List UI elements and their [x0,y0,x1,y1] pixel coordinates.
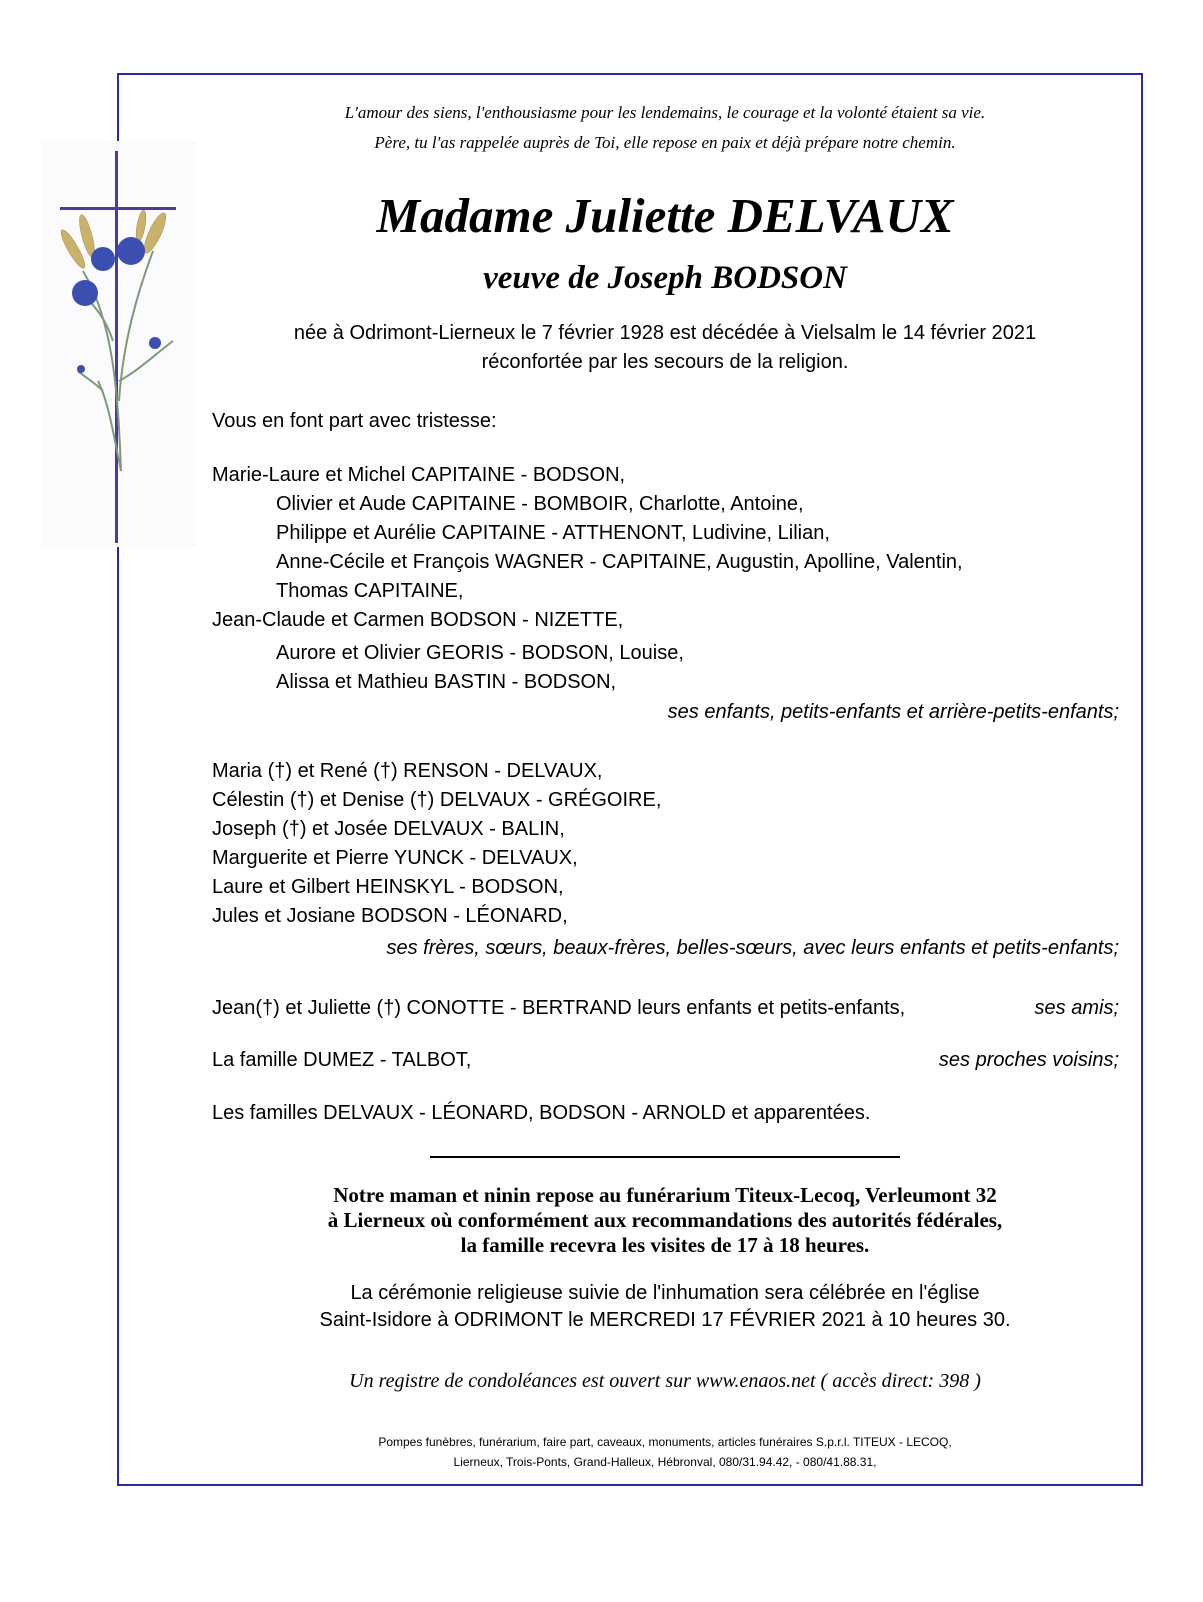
family-line: Laure et Gilbert HEINSKYL - BODSON, [212,876,564,898]
condolence-register: Un registre de condoléances est ouvert sur www.enaos.net ( accès direct: 398 ) [349,1370,981,1392]
footer-line-1: Pompes funèbres, funérarium, faire part, caveaux, monuments, articles funéraires S.p.r.l. TITEUX - LECOQ, [378,1435,952,1449]
friends-role: ses amis; [1034,997,1119,1019]
comfort-line: réconfortée par les secours de la religion. [481,351,849,373]
family-line: Jean-Claude et Carmen BODSON - NIZETTE, [212,609,624,631]
families-line: Les familles DELVAUX - LÉONARD, BODSON - ARNOLD et apparentées. [212,1102,871,1124]
family-line: Maria (†) et René (†) RENSON - DELVAUX, [212,760,603,782]
widow-of: veuve de Joseph BODSON [483,260,847,296]
deceased-name: Madame Juliette DELVAUX [376,188,954,243]
friends-line: Jean(†) et Juliette (†) CONOTTE - BERTRAND leurs enfants et petits-enfants, [212,997,906,1019]
family-line: Jules et Josiane BODSON - LÉONARD, [212,905,568,927]
children-role: ses enfants, petits-enfants et arrière-petits-enfants; [667,701,1119,723]
family-line: Marie-Laure et Michel CAPITAINE - BODSON, [212,464,626,486]
visitation-line: la famille recevra les visites de 17 à 18 heures. [460,1233,870,1257]
family-line: Joseph (†) et Josée DELVAUX - BALIN, [212,818,565,840]
visitation-line: Notre maman et ninin repose au funérarium Titeux-Lecoq, Verleumont 32 [333,1183,997,1207]
epitaph-line-1: L'amour des siens, l'enthousiasme pour les lendemains, le courage et la volonté étaient sa vie. [344,103,986,122]
family-line: Philippe et Aurélie CAPITAINE - ATTHENONT, Ludivine, Lilian, [276,522,830,544]
family-line: Olivier et Aude CAPITAINE - BOMBOIR, Charlotte, Antoine, [276,493,804,515]
birth-death-line: née à Odrimont-Lierneux le 7 février 1928 est décédée à Vielsalm le 14 février 2021 [293,322,1037,344]
divider [430,1156,900,1158]
neighbours-role: ses proches voisins; [938,1049,1119,1071]
neighbours-line: La famille DUMEZ - TALBOT, [212,1049,472,1071]
intro-text: Vous en font part avec tristesse: [212,410,497,432]
siblings-role: ses frères, sœurs, beaux-frères, belles-sœurs, avec leurs enfants et petits-enfants; [386,937,1119,959]
visitation-line: à Lierneux où conformément aux recommandations des autorités fédérales, [327,1208,1003,1232]
family-line: Anne-Cécile et François WAGNER - CAPITAINE, Augustin, Apolline, Valentin, [276,551,963,573]
family-line: Célestin (†) et Denise (†) DELVAUX - GRÉGOIRE, [212,789,662,811]
family-line: Thomas CAPITAINE, [276,580,464,602]
family-line: Aurore et Olivier GEORIS - BODSON, Louise, [276,642,684,664]
ceremony-line: La cérémonie religieuse suivie de l'inhumation sera célébrée en l'église [350,1282,980,1304]
ceremony-line: Saint-Isidore à ODRIMONT le MERCREDI 17 FÉVRIER 2021 à 10 heures 30. [319,1309,1011,1331]
footer-line-2: Lierneux, Trois-Ponts, Grand-Halleux, Hébronval, 080/31.94.42, - 080/41.88.31, [453,1455,877,1469]
cross-flower-illustration [43,141,196,547]
family-line: Marguerite et Pierre YUNCK - DELVAUX, [212,847,578,869]
epitaph-line-2: Père, tu l'as rappelée auprès de Toi, elle repose en paix et déjà prépare notre chemin. [374,133,956,152]
family-line: Alissa et Mathieu BASTIN - BODSON, [276,671,617,693]
